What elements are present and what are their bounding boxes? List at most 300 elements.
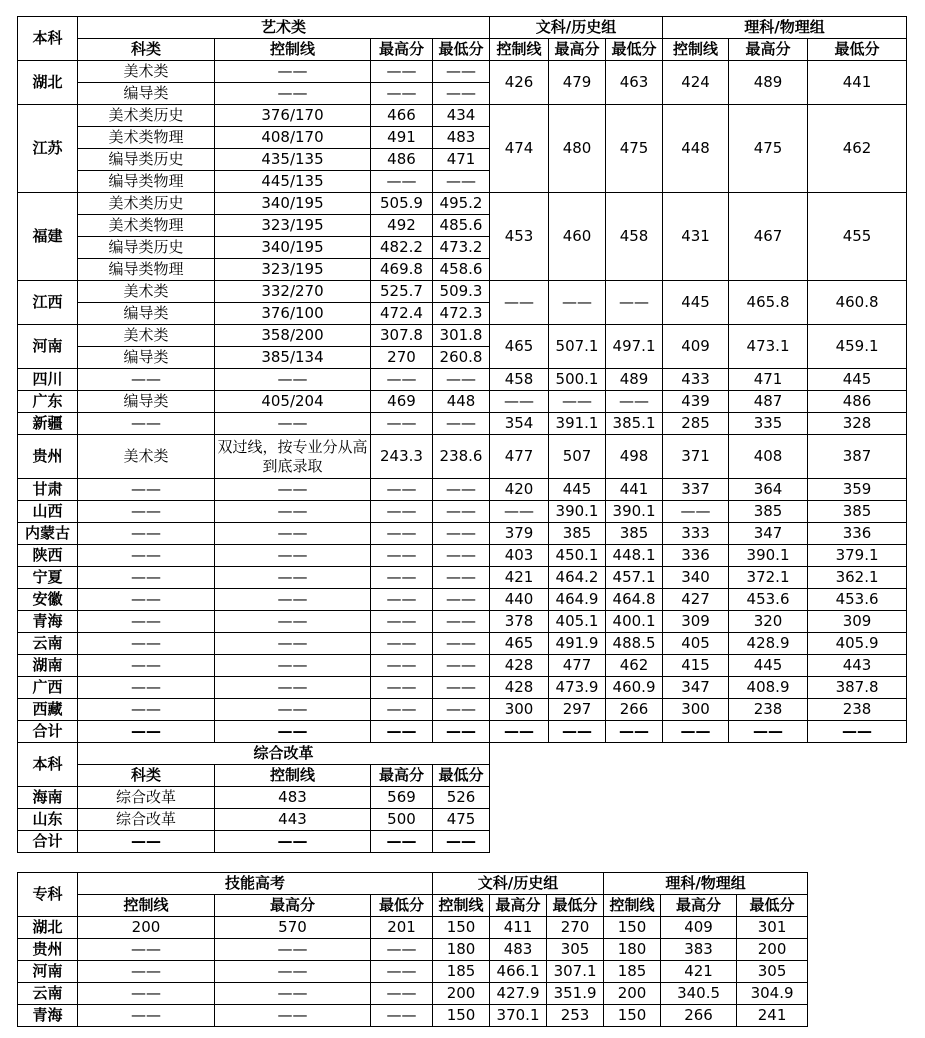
li-score-cell: 445 (808, 369, 907, 391)
li-score-cell: 473.1 (729, 325, 808, 369)
wen-score-cell: 266 (606, 699, 663, 721)
total-dash-cell: —— (490, 721, 549, 743)
empty-dash-cell: —— (371, 523, 433, 545)
wen-score-cell: 379 (490, 523, 549, 545)
wen-score-cell: 390.1 (549, 501, 606, 523)
wen-score-cell: 465 (490, 325, 549, 369)
province-cell: 贵州 (18, 939, 78, 961)
category-cell: 编导类 (78, 391, 215, 413)
total-dash-cell: —— (371, 721, 433, 743)
column-header: 最高分 (490, 895, 547, 917)
undergrad-admission-table (17, 16, 907, 743)
control-line-note-cell: 双过线，按专业分从高到底录取 (215, 435, 371, 479)
corner-header: 本科 (18, 743, 78, 787)
empty-dash-cell: —— (433, 699, 490, 721)
empty-dash-cell: —— (215, 655, 371, 677)
max-score-cell: 491 (371, 127, 433, 149)
table-row (18, 1005, 808, 1027)
category-cell: 综合改革 (78, 787, 215, 809)
empty-dash-cell: —— (371, 677, 433, 699)
empty-dash-cell: —— (371, 633, 433, 655)
li-score-cell: 428.9 (729, 633, 808, 655)
table-row (18, 699, 907, 721)
skill-score-cell: —— (371, 961, 433, 983)
min-score-cell: —— (433, 413, 490, 435)
total-dash-cell: —— (433, 831, 490, 853)
min-score-cell: —— (433, 171, 490, 193)
wen-score-cell: 465 (490, 633, 549, 655)
wen-score-cell: —— (549, 391, 606, 413)
control-line-cell: 408/170 (215, 127, 371, 149)
comprehensive-reform-table (17, 742, 490, 853)
table-row (18, 501, 907, 523)
li-score-cell: 301 (737, 917, 808, 939)
province-cell: 宁夏 (18, 567, 78, 589)
total-dash-cell: —— (433, 721, 490, 743)
wen-score-cell: 480 (549, 105, 606, 193)
li-score-cell: 387.8 (808, 677, 907, 699)
category-cell: —— (78, 413, 215, 435)
li-score-cell: 433 (663, 369, 729, 391)
province-cell: 山西 (18, 501, 78, 523)
province-cell: 安徽 (18, 589, 78, 611)
empty-dash-cell: —— (433, 633, 490, 655)
wen-score-cell: 488.5 (606, 633, 663, 655)
li-score-cell: 238 (808, 699, 907, 721)
wen-score-cell: 300 (490, 699, 549, 721)
table-row (18, 479, 907, 501)
column-header: 最高分 (371, 765, 433, 787)
empty-dash-cell: —— (78, 611, 215, 633)
table-row (18, 633, 907, 655)
province-cell: 湖南 (18, 655, 78, 677)
wen-score-cell: 458 (606, 193, 663, 281)
li-score-cell: 320 (729, 611, 808, 633)
max-score-cell: 469 (371, 391, 433, 413)
control-line-cell: 435/135 (215, 149, 371, 171)
empty-dash-cell: —— (371, 655, 433, 677)
table-row (18, 983, 808, 1005)
wen-score-cell: —— (606, 281, 663, 325)
province-cell: 青海 (18, 611, 78, 633)
wen-score-cell: 497.1 (606, 325, 663, 369)
province-cell: 江西 (18, 281, 78, 325)
empty-dash-cell: —— (433, 677, 490, 699)
province-cell: 新疆 (18, 413, 78, 435)
wen-score-cell: 507 (549, 435, 606, 479)
li-score-cell: 371 (663, 435, 729, 479)
control-line-cell: —— (215, 83, 371, 105)
total-row (18, 831, 490, 853)
control-line-cell: 385/134 (215, 347, 371, 369)
wen-score-cell: 400.1 (606, 611, 663, 633)
province-cell: 云南 (18, 983, 78, 1005)
table-row (18, 413, 907, 435)
skill-score-cell: —— (78, 983, 215, 1005)
max-score-cell: 569 (371, 787, 433, 809)
column-header: 最低分 (606, 39, 663, 61)
empty-dash-cell: —— (78, 545, 215, 567)
li-score-cell: 408 (729, 435, 808, 479)
li-score-cell: 362.1 (808, 567, 907, 589)
skill-score-cell: 201 (371, 917, 433, 939)
control-line-cell: —— (215, 369, 371, 391)
column-header: 控制线 (663, 39, 729, 61)
skill-score-cell: —— (215, 961, 371, 983)
max-score-cell: 466 (371, 105, 433, 127)
province-cell: 江苏 (18, 105, 78, 193)
min-score-cell: 526 (433, 787, 490, 809)
control-line-cell: —— (215, 413, 371, 435)
category-cell: 美术类 (78, 435, 215, 479)
empty-dash-cell: —— (78, 479, 215, 501)
category-cell: 编导类物理 (78, 259, 215, 281)
wen-score-cell: —— (490, 391, 549, 413)
column-header: 最低分 (547, 895, 604, 917)
li-score-cell: 185 (604, 961, 661, 983)
control-line-cell: —— (215, 61, 371, 83)
group-header-li: 理科/物理组 (663, 17, 907, 39)
li-score-cell: 409 (661, 917, 737, 939)
column-header: 最高分 (549, 39, 606, 61)
category-cell: 美术类物理 (78, 215, 215, 237)
li-score-cell: 453.6 (808, 589, 907, 611)
min-score-cell: 238.6 (433, 435, 490, 479)
column-header: 控制线 (78, 895, 215, 917)
li-score-cell: 238 (729, 699, 808, 721)
total-dash-cell: —— (808, 721, 907, 743)
table-row (18, 105, 907, 127)
wen-score-cell: 200 (433, 983, 490, 1005)
min-score-cell: 495.2 (433, 193, 490, 215)
skill-score-cell: —— (215, 939, 371, 961)
category-cell: 美术类物理 (78, 127, 215, 149)
table-row (18, 193, 907, 215)
category-cell: 美术类历史 (78, 105, 215, 127)
empty-dash-cell: —— (371, 567, 433, 589)
li-score-cell: 300 (663, 699, 729, 721)
empty-dash-cell: —— (215, 545, 371, 567)
category-cell: 美术类历史 (78, 193, 215, 215)
min-score-cell: —— (433, 369, 490, 391)
table-row (18, 435, 907, 479)
wen-score-cell: 448.1 (606, 545, 663, 567)
table-row (18, 961, 808, 983)
category-cell: 美术类 (78, 325, 215, 347)
header-row-1 (18, 17, 907, 39)
column-header: 最高分 (661, 895, 737, 917)
wen-score-cell: 428 (490, 677, 549, 699)
wen-score-cell: 351.9 (547, 983, 604, 1005)
li-score-cell: 347 (663, 677, 729, 699)
li-score-cell: 439 (663, 391, 729, 413)
li-score-cell: 421 (661, 961, 737, 983)
li-score-cell: 424 (663, 61, 729, 105)
li-score-cell: 460.8 (808, 281, 907, 325)
control-line-cell: 340/195 (215, 193, 371, 215)
li-score-cell: 309 (663, 611, 729, 633)
max-score-cell: 486 (371, 149, 433, 171)
control-line-cell: 358/200 (215, 325, 371, 347)
wen-score-cell: 440 (490, 589, 549, 611)
skill-score-cell: —— (215, 1005, 371, 1027)
empty-dash-cell: —— (371, 589, 433, 611)
province-cell: 河南 (18, 961, 78, 983)
total-dash-cell: —— (371, 831, 433, 853)
column-header: 科类 (78, 765, 215, 787)
table-row (18, 523, 907, 545)
max-score-cell: —— (371, 369, 433, 391)
empty-dash-cell: —— (78, 501, 215, 523)
wen-score-cell: 464.2 (549, 567, 606, 589)
table-row (18, 391, 907, 413)
li-score-cell: 340.5 (661, 983, 737, 1005)
category-cell: 编导类物理 (78, 171, 215, 193)
li-score-cell: 304.9 (737, 983, 808, 1005)
wen-score-cell: —— (490, 501, 549, 523)
reform-header-row-1 (18, 743, 490, 765)
min-score-cell: 473.2 (433, 237, 490, 259)
category-cell: 编导类 (78, 303, 215, 325)
table-row (18, 655, 907, 677)
skill-score-cell: —— (371, 939, 433, 961)
li-score-cell: 431 (663, 193, 729, 281)
li-score-cell: 465.8 (729, 281, 808, 325)
empty-dash-cell: —— (78, 633, 215, 655)
wen-score-cell: 405.1 (549, 611, 606, 633)
wen-score-cell: 477 (490, 435, 549, 479)
empty-dash-cell: —— (215, 589, 371, 611)
empty-dash-cell: —— (215, 611, 371, 633)
column-header: 科类 (78, 39, 215, 61)
wen-score-cell: 483 (490, 939, 547, 961)
li-score-cell: 340 (663, 567, 729, 589)
skill-score-cell: —— (371, 983, 433, 1005)
wen-score-cell: —— (606, 391, 663, 413)
wen-score-cell: 370.1 (490, 1005, 547, 1027)
wen-score-cell: 426 (490, 61, 549, 105)
skill-score-cell: 570 (215, 917, 371, 939)
li-score-cell: 475 (729, 105, 808, 193)
wen-score-cell: 479 (549, 61, 606, 105)
wen-score-cell: 464.8 (606, 589, 663, 611)
column-header: 最低分 (371, 895, 433, 917)
li-score-cell: 489 (729, 61, 808, 105)
wen-score-cell: 491.9 (549, 633, 606, 655)
empty-dash-cell: —— (371, 611, 433, 633)
category-cell: 编导类历史 (78, 237, 215, 259)
li-score-cell: 285 (663, 413, 729, 435)
skill-score-cell: —— (78, 961, 215, 983)
control-line-cell: 445/135 (215, 171, 371, 193)
category-cell: 编导类历史 (78, 149, 215, 171)
reform-header-row-2 (18, 765, 490, 787)
control-line-cell: 443 (215, 809, 371, 831)
table-row (18, 325, 907, 347)
total-dash-cell: —— (78, 721, 215, 743)
empty-dash-cell: —— (215, 633, 371, 655)
wen-score-cell: 460.9 (606, 677, 663, 699)
max-score-cell: 472.4 (371, 303, 433, 325)
table-row (18, 545, 907, 567)
control-line-cell: 483 (215, 787, 371, 809)
total-dash-cell: —— (215, 831, 371, 853)
group-header-art: 艺术类 (78, 17, 490, 39)
max-score-cell: —— (371, 171, 433, 193)
wen-score-cell: 185 (433, 961, 490, 983)
empty-dash-cell: —— (371, 545, 433, 567)
province-cell: 广东 (18, 391, 78, 413)
province-cell: 福建 (18, 193, 78, 281)
empty-dash-cell: —— (371, 699, 433, 721)
province-cell: 河南 (18, 325, 78, 369)
li-score-cell: 385 (808, 501, 907, 523)
empty-dash-cell: —— (433, 611, 490, 633)
min-score-cell: —— (433, 83, 490, 105)
empty-dash-cell: —— (433, 655, 490, 677)
empty-dash-cell: —— (78, 699, 215, 721)
wen-score-cell: 477 (549, 655, 606, 677)
max-score-cell: 270 (371, 347, 433, 369)
min-score-cell: 475 (433, 809, 490, 831)
table-row (18, 677, 907, 699)
li-score-cell: 427 (663, 589, 729, 611)
wen-score-cell: 385 (549, 523, 606, 545)
junior-college-table (17, 872, 808, 1027)
li-score-cell: 359 (808, 479, 907, 501)
wen-score-cell: 270 (547, 917, 604, 939)
min-score-cell: 434 (433, 105, 490, 127)
column-header: 最高分 (371, 39, 433, 61)
wen-score-cell: 420 (490, 479, 549, 501)
li-score-cell: 180 (604, 939, 661, 961)
wen-score-cell: 507.1 (549, 325, 606, 369)
table-row (18, 589, 907, 611)
wen-score-cell: 150 (433, 917, 490, 939)
empty-dash-cell: —— (433, 545, 490, 567)
empty-dash-cell: —— (215, 501, 371, 523)
total-label: 合计 (18, 831, 78, 853)
column-header: 控制线 (604, 895, 661, 917)
li-score-cell: 453.6 (729, 589, 808, 611)
province-cell: 广西 (18, 677, 78, 699)
min-score-cell: 448 (433, 391, 490, 413)
li-score-cell: 405 (663, 633, 729, 655)
corner-header: 专科 (18, 873, 78, 917)
li-score-cell: 335 (729, 413, 808, 435)
max-score-cell: 469.8 (371, 259, 433, 281)
min-score-cell: 458.6 (433, 259, 490, 281)
wen-score-cell: 475 (606, 105, 663, 193)
category-cell: 美术类 (78, 281, 215, 303)
column-header: 控制线 (490, 39, 549, 61)
li-score-cell: 409 (663, 325, 729, 369)
empty-dash-cell: —— (78, 655, 215, 677)
li-score-cell: 337 (663, 479, 729, 501)
min-score-cell: 485.6 (433, 215, 490, 237)
group-header-skill: 技能高考 (78, 873, 433, 895)
header-row-2 (18, 39, 907, 61)
province-cell: 海南 (18, 787, 78, 809)
wen-score-cell: 453 (490, 193, 549, 281)
province-cell: 陕西 (18, 545, 78, 567)
group-header-li: 理科/物理组 (604, 873, 808, 895)
wen-score-cell: 474 (490, 105, 549, 193)
li-score-cell: 487 (729, 391, 808, 413)
skill-score-cell: —— (78, 939, 215, 961)
li-score-cell: 150 (604, 1005, 661, 1027)
wen-score-cell: 445 (549, 479, 606, 501)
min-score-cell: 471 (433, 149, 490, 171)
wen-score-cell: —— (490, 281, 549, 325)
li-score-cell: 387 (808, 435, 907, 479)
li-score-cell: 445 (663, 281, 729, 325)
table-row (18, 939, 808, 961)
wen-score-cell: 378 (490, 611, 549, 633)
li-score-cell: 471 (729, 369, 808, 391)
group-header-wen: 文科/历史组 (433, 873, 604, 895)
li-score-cell: 364 (729, 479, 808, 501)
min-score-cell: 509.3 (433, 281, 490, 303)
wen-score-cell: 354 (490, 413, 549, 435)
wen-score-cell: 403 (490, 545, 549, 567)
table-row (18, 809, 490, 831)
wen-score-cell: 466.1 (490, 961, 547, 983)
wen-score-cell: 498 (606, 435, 663, 479)
category-cell: 美术类 (78, 61, 215, 83)
wen-score-cell: 473.9 (549, 677, 606, 699)
column-header: 最高分 (729, 39, 808, 61)
total-row (18, 721, 907, 743)
li-score-cell: 390.1 (729, 545, 808, 567)
skill-score-cell: —— (78, 1005, 215, 1027)
wen-score-cell: 385.1 (606, 413, 663, 435)
li-score-cell: 336 (663, 545, 729, 567)
empty-dash-cell: —— (78, 567, 215, 589)
total-dash-cell: —— (215, 721, 371, 743)
zk-header-row-2 (18, 895, 808, 917)
table-row (18, 567, 907, 589)
zk-header-row-1 (18, 873, 808, 895)
wen-score-cell: —— (549, 281, 606, 325)
empty-dash-cell: —— (215, 523, 371, 545)
li-score-cell: 486 (808, 391, 907, 413)
empty-dash-cell: —— (215, 699, 371, 721)
column-header: 最低分 (433, 765, 490, 787)
li-score-cell: 385 (729, 501, 808, 523)
wen-score-cell: 297 (549, 699, 606, 721)
wen-score-cell: 411 (490, 917, 547, 939)
max-score-cell: 525.7 (371, 281, 433, 303)
li-score-cell: 266 (661, 1005, 737, 1027)
empty-dash-cell: —— (433, 501, 490, 523)
category-cell: —— (78, 369, 215, 391)
wen-score-cell: 457.1 (606, 567, 663, 589)
max-score-cell: 500 (371, 809, 433, 831)
province-cell: 内蒙古 (18, 523, 78, 545)
wen-score-cell: 463 (606, 61, 663, 105)
max-score-cell: 505.9 (371, 193, 433, 215)
column-header: 最低分 (737, 895, 808, 917)
skill-score-cell: —— (215, 983, 371, 1005)
column-header: 控制线 (215, 39, 371, 61)
total-dash-cell: —— (606, 721, 663, 743)
province-cell: 青海 (18, 1005, 78, 1027)
wen-score-cell: 500.1 (549, 369, 606, 391)
li-score-cell: 309 (808, 611, 907, 633)
province-cell: 山东 (18, 809, 78, 831)
wen-score-cell: 385 (606, 523, 663, 545)
